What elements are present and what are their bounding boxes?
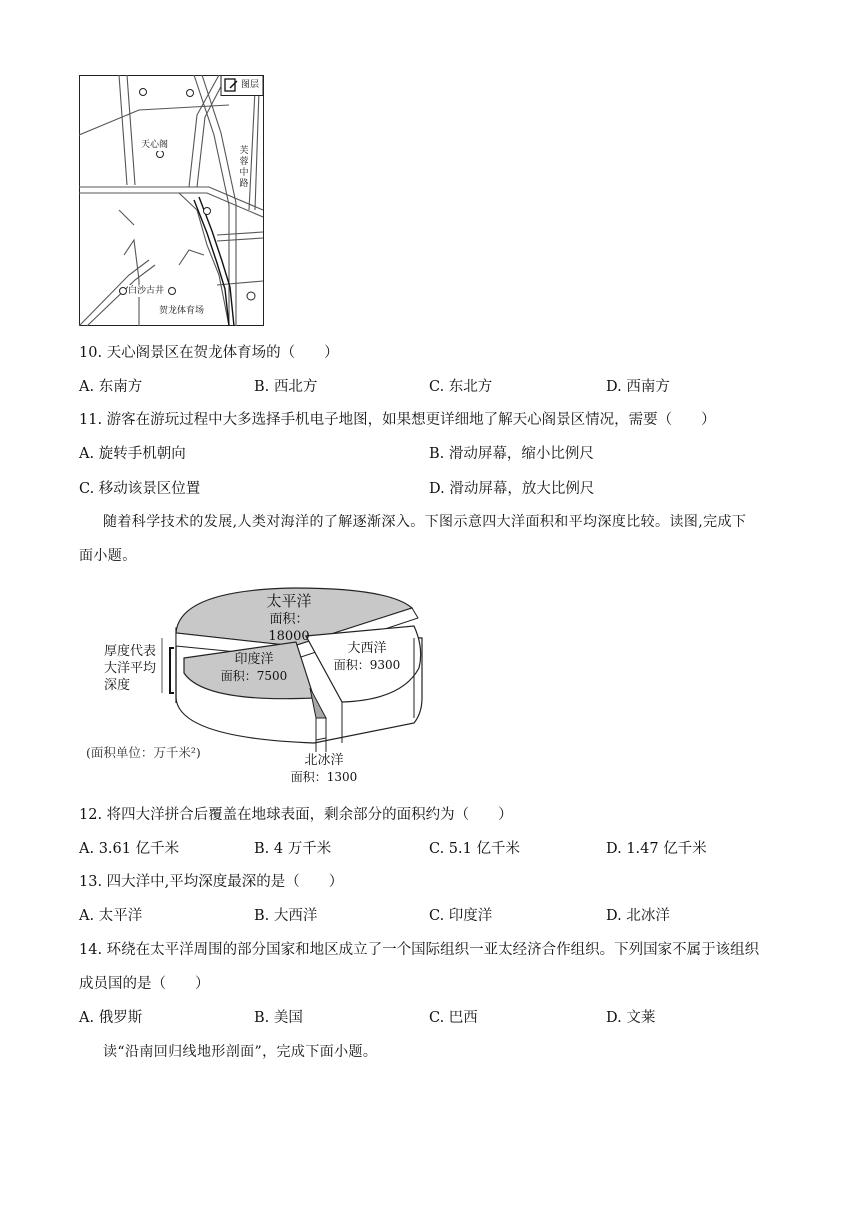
map-label-baisha-well: 白沙古井: [128, 286, 165, 296]
question-13-option-c[interactable]: C. 印度洋: [429, 908, 493, 924]
intro-ocean-line2: 面小题。: [79, 548, 137, 564]
question-11-option-a[interactable]: A. 旋转手机朝向: [79, 446, 186, 462]
question-14-option-a[interactable]: A. 俄罗斯: [79, 1010, 143, 1026]
question-14-line2: 成员国的是（ ）: [79, 976, 210, 992]
question-14-option-c[interactable]: C. 巴西: [429, 1010, 478, 1026]
label-atlantic: 大西洋 面积：9300: [333, 641, 401, 672]
question-12-option-b[interactable]: B. 4 万千米: [254, 841, 332, 857]
question-11: 11. 游客在游玩过程中大多选择手机电子地图，如果想更详细地了解天心阁景区情况，需要（ ）: [79, 412, 716, 428]
unit-note: (面积单位：万千米²): [86, 745, 201, 760]
depth-note: 厚度代表 大洋平均 深度: [104, 644, 157, 693]
question-11-option-c[interactable]: C. 移动该景区位置: [79, 481, 201, 497]
layer-button-label: 图层: [241, 80, 260, 90]
question-10-option-a[interactable]: A. 东南方: [79, 379, 143, 395]
question-13: 13. 四大洋中,平均深度最深的是（ ）: [79, 874, 344, 890]
question-12: 12. 将四大洋拼合后覆盖在地球表面，剩余部分的面积约为（ ）: [79, 807, 513, 823]
question-13-option-a[interactable]: A. 太平洋: [79, 908, 143, 924]
question-10-option-c[interactable]: C. 东北方: [429, 379, 493, 395]
label-arctic: 北冰洋 面积：1300: [284, 752, 364, 786]
intro-profile: 读“沿南回归线地形剖面”，完成下面小题。: [103, 1044, 378, 1060]
question-10-option-d[interactable]: D. 西南方: [606, 379, 670, 395]
map-label-tianxinge: 天心阁: [141, 140, 169, 150]
question-10: 10. 天心阁景区在贺龙体育场的（ ）: [79, 345, 339, 361]
map-label-helong-stadium: 贺龙体育场: [159, 306, 205, 316]
ocean-chart: [84, 578, 434, 788]
question-14-option-b[interactable]: B. 美国: [254, 1010, 303, 1026]
label-indian: 印度洋 面积：7500: [220, 652, 288, 683]
question-13-option-b[interactable]: B. 大西洋: [254, 908, 318, 924]
question-14: 14. 环绕在太平洋周围的部分国家和地区成立了一个国际组织一亚太经济合作组织。下列国家不属于该组织: [79, 942, 760, 958]
question-11-option-b[interactable]: B. 滑动屏幕，缩小比例尺: [429, 446, 594, 462]
question-12-option-a[interactable]: A. 3.61 亿千米: [79, 841, 180, 857]
question-14-option-d[interactable]: D. 文莱: [606, 1010, 656, 1026]
intro-ocean-line1: 随着科学技术的发展,人类对海洋的了解逐渐深入。下图示意四大洋面积和平均深度比较。读图,完成下: [103, 514, 747, 530]
map-svg: [79, 75, 264, 326]
depth-bracket: [170, 648, 174, 693]
label-pacific: 太平洋 面积：18000: [266, 592, 312, 644]
question-12-option-d[interactable]: D. 1.47 亿千米: [606, 841, 707, 857]
question-11-option-d[interactable]: D. 滑动屏幕，放大比例尺: [429, 481, 595, 497]
question-12-option-c[interactable]: C. 5.1 亿千米: [429, 841, 520, 857]
map-figure: [79, 75, 264, 326]
map-label-furong-road: 芙 蓉 中 路: [239, 146, 249, 189]
question-10-option-b[interactable]: B. 西北方: [254, 379, 318, 395]
question-13-option-d[interactable]: D. 北冰洋: [606, 908, 670, 924]
